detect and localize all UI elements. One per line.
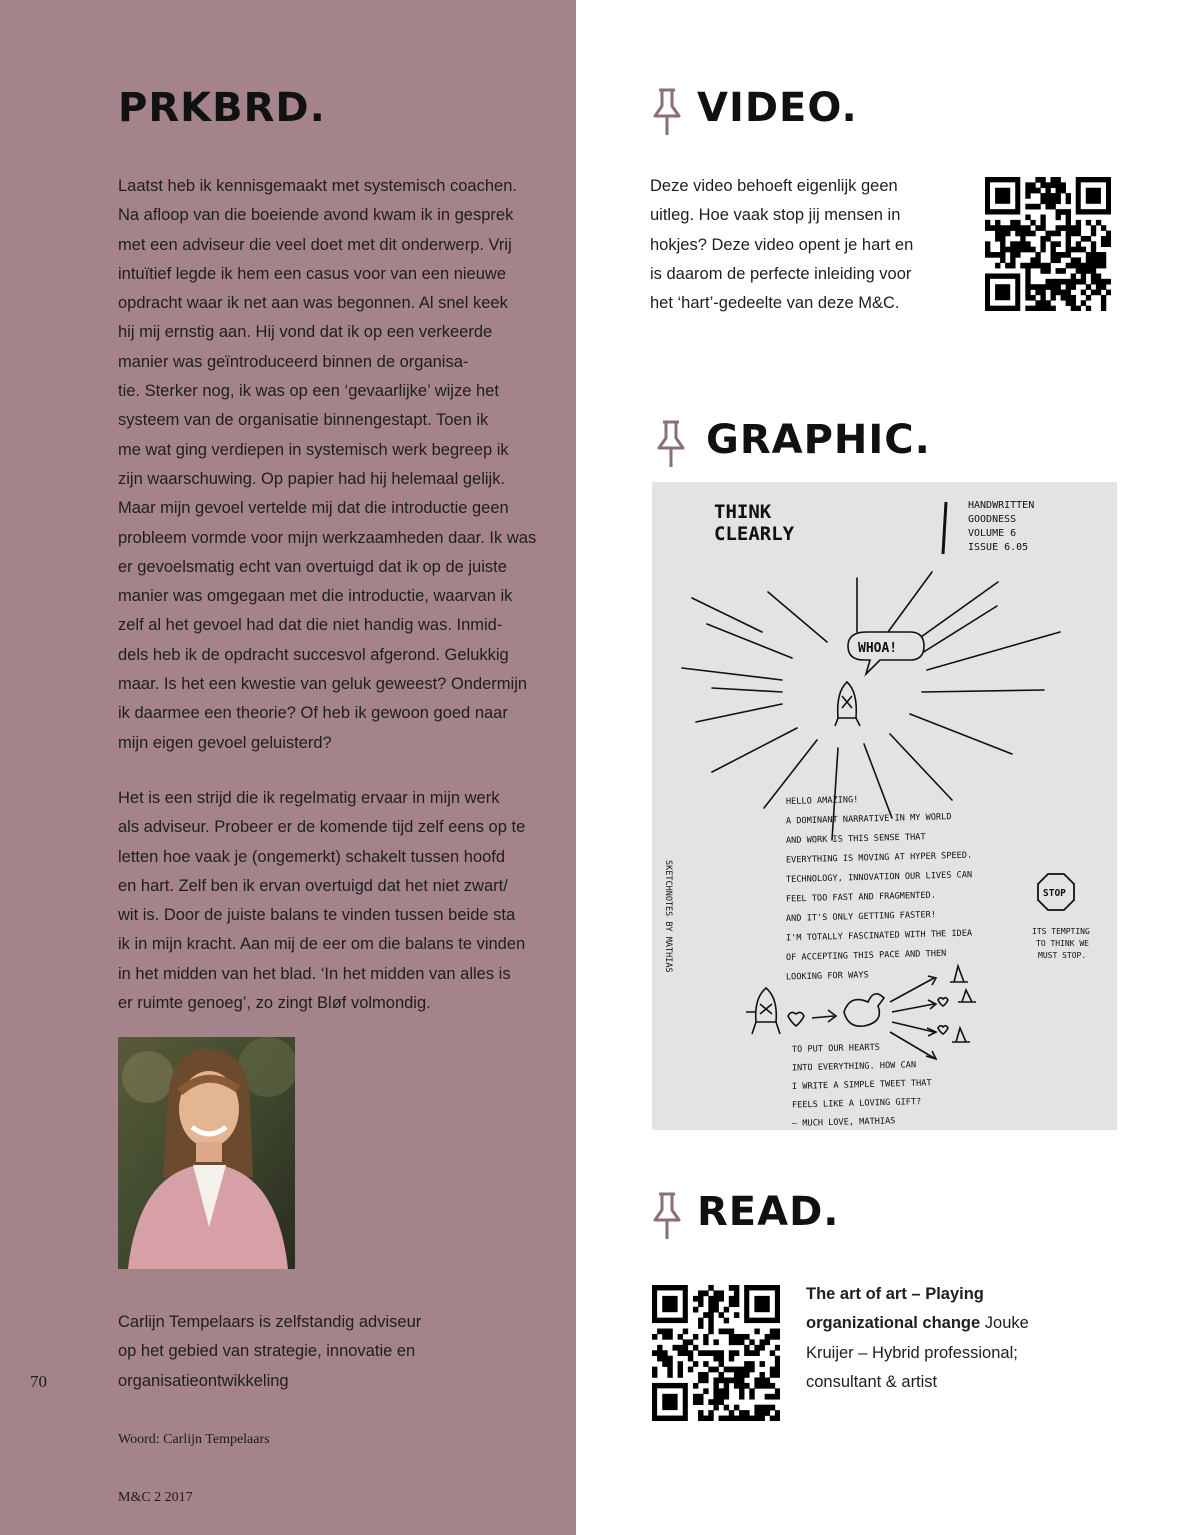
- text-line: het ‘hart’-gedeelte van deze M&C.: [650, 294, 900, 313]
- text-line: manier was omgegaan met die introductie, waarvan ik: [118, 587, 513, 606]
- second-paragraph: [118, 784, 548, 1018]
- text-line: Deze video behoeft eigenlijk geen: [650, 177, 898, 195]
- sketch-text-line: FEEL TOO FAST AND FRAGMENTED.: [785, 890, 937, 905]
- video-description: [650, 172, 950, 318]
- text-line: Na afloop van die boeiende avond kwam ik in gesprek: [118, 206, 514, 225]
- read-title-bold: The art of art – Playing: [806, 1285, 984, 1303]
- sketch-text-line: LOOKING FOR WAYS: [785, 970, 869, 983]
- text-line: me wat ging verdiepen in systemisch werk begreep ik: [118, 440, 509, 459]
- pushpin-icon: [650, 86, 684, 138]
- sketch-message: [786, 795, 973, 982]
- sketch-closing-message: [792, 1043, 932, 1129]
- text-line: letten hoe vaak je (ongemerkt) schakelt tussen hoofd: [118, 847, 506, 866]
- read-heading: READ.: [697, 1189, 840, 1235]
- text-line: uitleg. Hoe vaak stop jij mensen in: [650, 206, 901, 225]
- text-line: Laatst heb ik kennisgemaakt met systemisch coachen.: [118, 177, 517, 195]
- sketch-side-note: MUST STOP.: [1038, 951, 1087, 960]
- text-line: ik in mijn kracht. Aan mij de eer om die balans te vinden: [118, 935, 526, 954]
- text-line: Carlijn Tempelaars is zelfstandig adviseur: [118, 1313, 422, 1331]
- pushpin-icon: [650, 1190, 684, 1242]
- text-line: mijn eigen gevoel geluisterd?: [118, 733, 332, 752]
- text-line: er ruimte genoeg’, zo zingt Bløf volmondig.: [118, 994, 431, 1013]
- sketch-text-line: I WRITE A SIMPLE TWEET THAT: [791, 1078, 932, 1092]
- text-line: Het is een strijd die ik regelmatig ervaar in mijn werk: [118, 789, 500, 807]
- sketch-vertical-credit: SKETCHNOTES BY MATHIAS: [663, 860, 673, 973]
- sketch-text-line: AND IT'S ONLY GETTING FASTER!: [785, 910, 937, 924]
- sketch-character: [835, 682, 860, 726]
- text-line: is daarom de perfecte inleiding voor: [650, 264, 912, 283]
- video-qr-code[interactable]: [985, 177, 1111, 311]
- text-line: maar. Is het een kwestie van geluk geweest? Ondermijn: [118, 675, 528, 694]
- burst-lines: [682, 572, 1060, 840]
- text-line: zelf al het gevoel had dat die niet handig was. Inmid-: [118, 616, 503, 635]
- read-title-bold: organizational change: [806, 1314, 981, 1333]
- text-line: ik daarmee een theorie? Of heb ik gewoon goed naar: [118, 704, 508, 723]
- graphic-heading: GRAPHIC.: [706, 417, 931, 463]
- sketch-text-line: INTO EVERYTHING. HOW CAN: [791, 1060, 917, 1074]
- read-description: [806, 1280, 1046, 1397]
- read-author: Jouke: [980, 1314, 1029, 1333]
- page-title: PRKBRD.: [118, 85, 326, 131]
- sketchnote-graphic: [652, 482, 1117, 1130]
- intro-paragraph: [118, 172, 548, 758]
- text-line: intuïtief legde ik hem een casus voor van een nieuwe: [118, 264, 506, 283]
- sketch-text-line: I'M TOTALLY FASCINATED WITH THE IDEA: [785, 928, 973, 944]
- sketch-text-line: A DOMINANT NARRATIVE IN MY WORLD: [785, 812, 952, 827]
- sketch-title-line: CLEARLY: [714, 523, 795, 545]
- text-line: er gevoelsmatig echt van overtuigd dat ik op de juiste: [118, 557, 507, 576]
- sketch-side-note: TO THINK WE: [1036, 939, 1089, 948]
- sketch-title-line: THINK: [714, 501, 772, 523]
- text-line: op het gebied van strategie, innovatie en: [118, 1342, 416, 1361]
- text-line: dels heb ik de opdracht succesvol afgerond. Gelukkig: [118, 645, 509, 664]
- read-author: consultant & artist: [806, 1372, 938, 1391]
- sketch-text-line: TECHNOLOGY, INNOVATION OUR LIVES CAN: [785, 870, 973, 885]
- read-author: Kruijer – Hybrid professional;: [806, 1343, 1018, 1362]
- text-line: manier was geïntroduceerd binnen de organisa-: [118, 352, 469, 371]
- sketch-text-line: HELLO AMAZING!: [785, 795, 859, 807]
- read-qr-code[interactable]: [652, 1285, 780, 1421]
- text-line: met een adviseur die veel doet met dit onderwerp. Vrij: [118, 235, 512, 254]
- text-line: opdracht waar ik net aan was begonnen. Al snel keek: [118, 294, 508, 313]
- sketch-bubble-text: WHOA!: [858, 641, 898, 656]
- sketch-text-line: OF ACCEPTING THIS PACE AND THEN: [785, 948, 947, 963]
- text-line: hokjes? Deze video opent je hart en: [650, 235, 914, 254]
- text-line: Maar mijn gevoel vertelde mij dat die introductie geen: [118, 499, 509, 518]
- text-line: zijn waarschuwing. Op papier had hij helemaal gelijk.: [118, 469, 506, 488]
- author-bio: [118, 1308, 448, 1396]
- stop-sign-text: STOP: [1043, 888, 1066, 899]
- sketch-side-note: ITS TEMPTING: [1032, 927, 1090, 936]
- sketch-text-line: EVERYTHING IS MOVING AT HYPER SPEED.: [785, 850, 973, 866]
- text-line: als adviseur. Probeer er de komende tijd zelf eens op te: [118, 818, 526, 837]
- text-line: systeem van de organisatie binnengestapt. Toen ik: [118, 411, 489, 430]
- issue-label: M&C 2 2017: [118, 1490, 193, 1505]
- video-heading: VIDEO.: [697, 85, 858, 131]
- author-credit: Woord: Carlijn Tempelaars: [118, 1432, 270, 1447]
- sketch-text-line: FEELS LIKE A LOVING GIFT?: [791, 1097, 922, 1111]
- text-line: probleem vormde voor mijn werkzaamheden daar. Ik was: [118, 528, 537, 547]
- sketch-header-line: ISSUE 6.05: [968, 542, 1029, 553]
- sketch-header-line: GOODNESS: [968, 514, 1017, 525]
- author-photo: [118, 1037, 295, 1269]
- text-line: hij mij ernstig aan. Hij vond dat ik op een verkeerde: [118, 323, 493, 342]
- pushpin-icon: [654, 418, 688, 470]
- sketch-header-line: VOLUME 6: [968, 528, 1017, 539]
- text-line: tie. Sterker nog, ik was op een ‘gevaarlijke’ wijze het: [118, 382, 499, 401]
- page-number: 70: [30, 1372, 47, 1391]
- sketch-header-line: HANDWRITTEN: [968, 500, 1035, 511]
- text-line: organisatieontwikkeling: [118, 1371, 289, 1390]
- text-line: in het midden van het blad. ‘In het midden van alles is: [118, 964, 511, 983]
- text-line: wit is. Door de juiste balans te vinden tussen beide sta: [118, 906, 516, 925]
- sketch-text-line: — MUCH LOVE, MATHIAS: [791, 1116, 896, 1129]
- text-line: en hart. Zelf ben ik ervan overtuigd dat het niet zwart/: [118, 876, 508, 895]
- sketch-text-line: TO PUT OUR HEARTS: [791, 1042, 881, 1055]
- sketch-text-line: AND WORK IS THIS SENSE THAT: [785, 832, 926, 846]
